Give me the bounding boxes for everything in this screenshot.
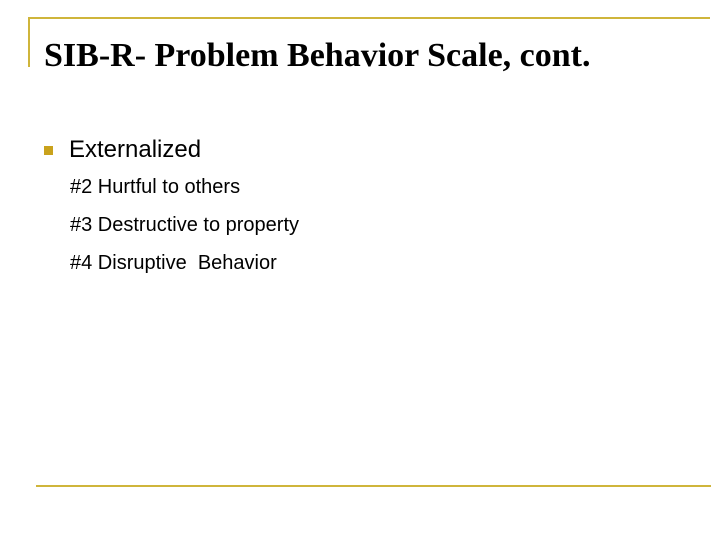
sub-item-disruptive: #4 Disruptive Behavior <box>70 252 277 274</box>
bullet-item-externalized <box>44 135 201 165</box>
sub-item-hurtful: #2 Hurtful to others <box>70 176 241 198</box>
sub-item-destructive: #3 Destructive to property <box>70 214 299 236</box>
bottom-divider <box>36 485 711 487</box>
bullet-text: Externalized <box>69 136 202 163</box>
slide-title: SIB-R- Problem Behavior Scale, cont. <box>44 37 591 74</box>
left-accent-line <box>28 17 30 67</box>
top-divider <box>30 17 710 19</box>
square-bullet-icon <box>44 146 53 155</box>
